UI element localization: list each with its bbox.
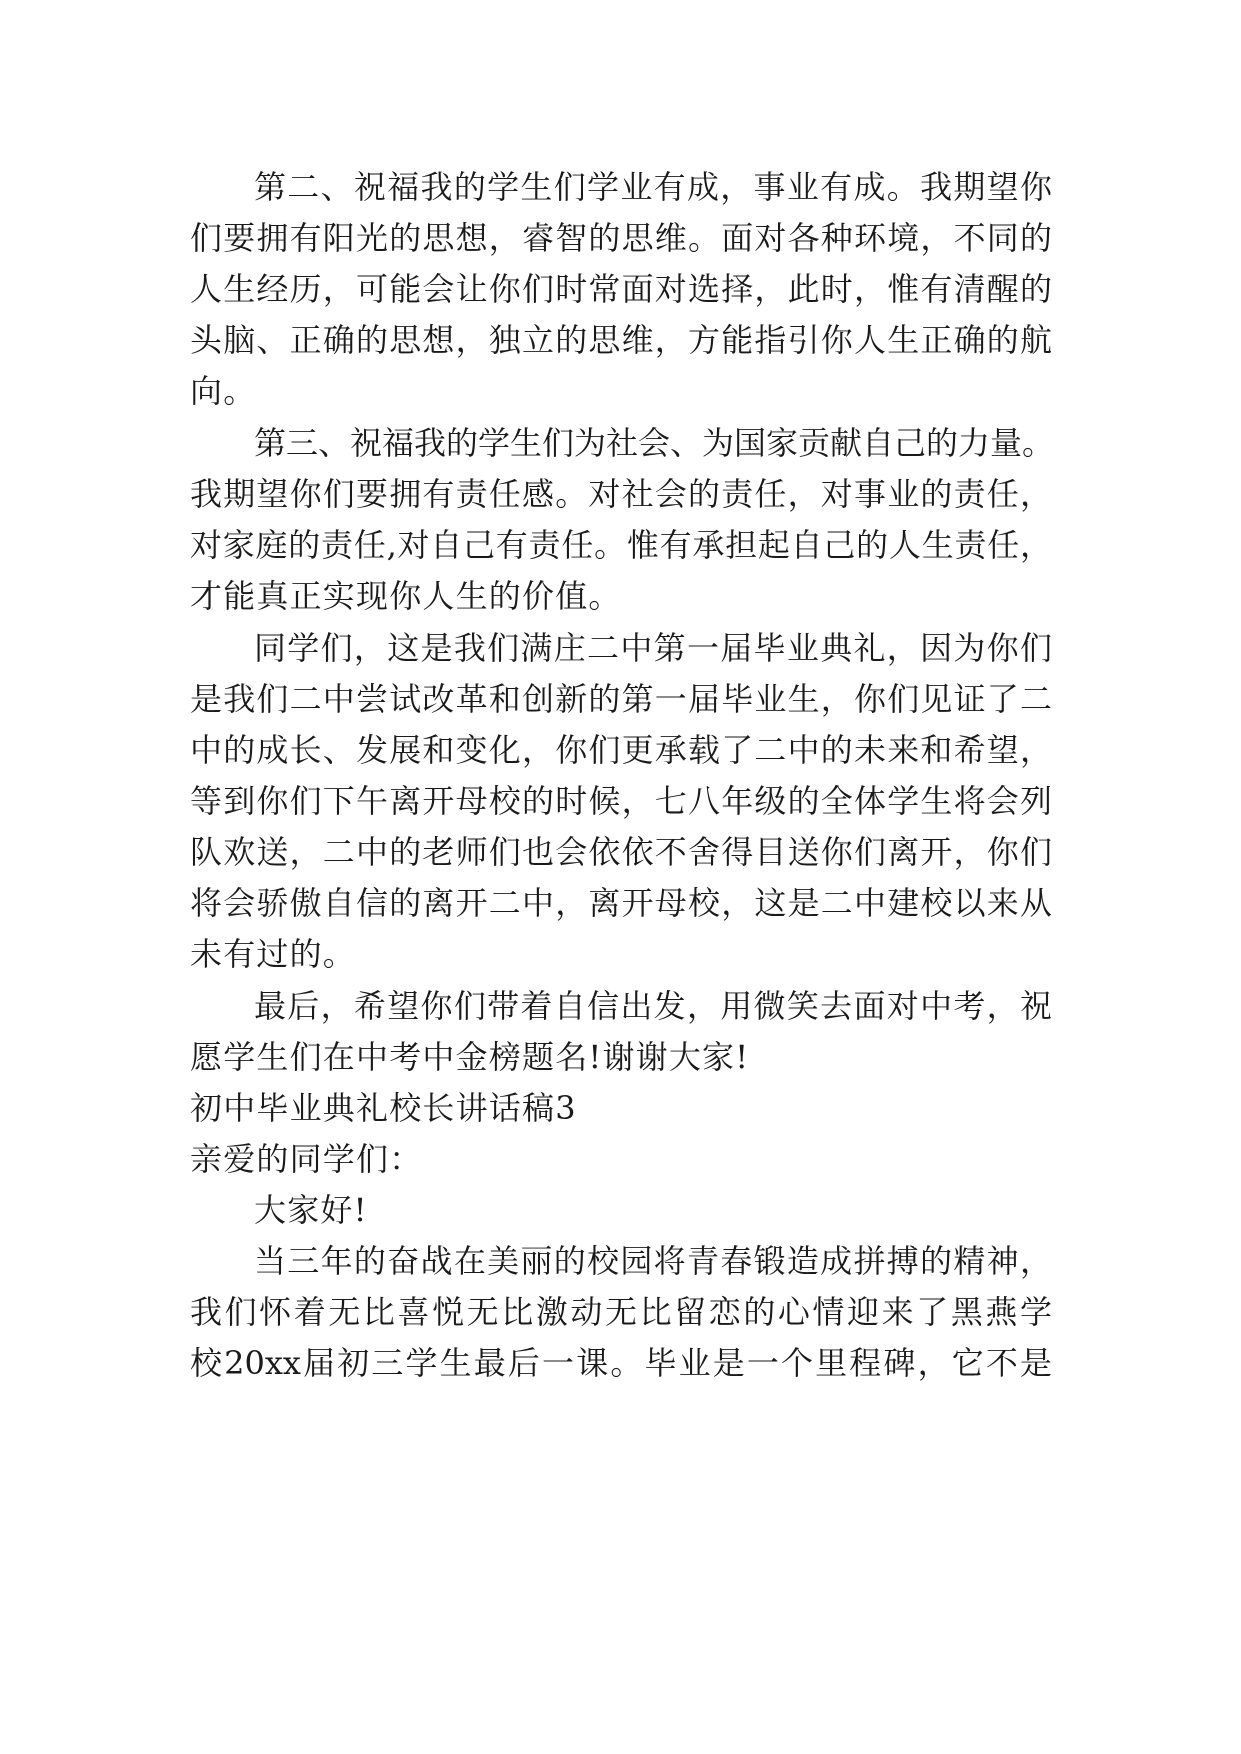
text-line: 愿学生们在中考中金榜题名!谢谢大家!: [190, 1038, 750, 1076]
text-line: 向。: [190, 372, 257, 410]
text-line: 等到你们下午离开母校的时候，七八年级的全体学生将会列: [190, 782, 1052, 820]
text-line: 中的成长、发展和变化，你们更承载了二中的未来和希望，: [190, 731, 1052, 769]
text-line: 是我们二中尝试改革和创新的第一届毕业生，你们见证了二: [190, 680, 1052, 718]
text-line: 们要拥有阳光的思想，睿智的思维。面对各种环境，不同的: [190, 219, 1052, 257]
text-line: 队欢送，二中的老师们也会依依不舍得目送你们离开，你们: [190, 833, 1052, 871]
greeting: 大家好!: [254, 1191, 368, 1229]
text-line: 最后，希望你们带着自信出发，用微笑去面对中考，祝: [254, 987, 1052, 1025]
section-heading: 初中毕业典礼校长讲话稿3: [190, 1089, 577, 1127]
text-line: 校20xx届初三学生最后一课。毕业是一个里程碑，它不是: [190, 1344, 1052, 1382]
text-line: 人生经历，可能会让你们时常面对选择，此时，惟有清醒的: [190, 270, 1052, 308]
text-line: 才能真正实现你人生的价值。: [190, 577, 622, 615]
text-line: 对家庭的责任,对自己有责任。惟有承担起自己的人生责任，: [190, 526, 1052, 564]
salutation: 亲爱的同学们：: [190, 1140, 423, 1178]
text-line: 同学们，这是我们满庄二中第一届毕业典礼，因为你们: [254, 629, 1052, 667]
text-line: 第三、祝福我的学生们为社会、为国家贡献自己的力量。: [254, 424, 1055, 462]
text-line: 我期望你们要拥有责任感。对社会的责任，对事业的责任，: [190, 475, 1052, 513]
text-line: 未有过的。: [190, 935, 357, 973]
text-line: 将会骄傲自信的离开二中，离开母校，这是二中建校以来从: [190, 884, 1052, 922]
text-line: 头脑、正确的思想，独立的思维，方能指引你人生正确的航: [190, 321, 1052, 359]
text-line: 我们怀着无比喜悦无比激动无比留恋的心情迎来了黑燕学: [190, 1293, 1052, 1331]
text-line: 当三年的奋战在美丽的校园将青春锻造成拼搏的精神，: [254, 1242, 1052, 1280]
text-line: 第二、祝福我的学生们学业有成，事业有成。我期望你: [254, 168, 1052, 206]
